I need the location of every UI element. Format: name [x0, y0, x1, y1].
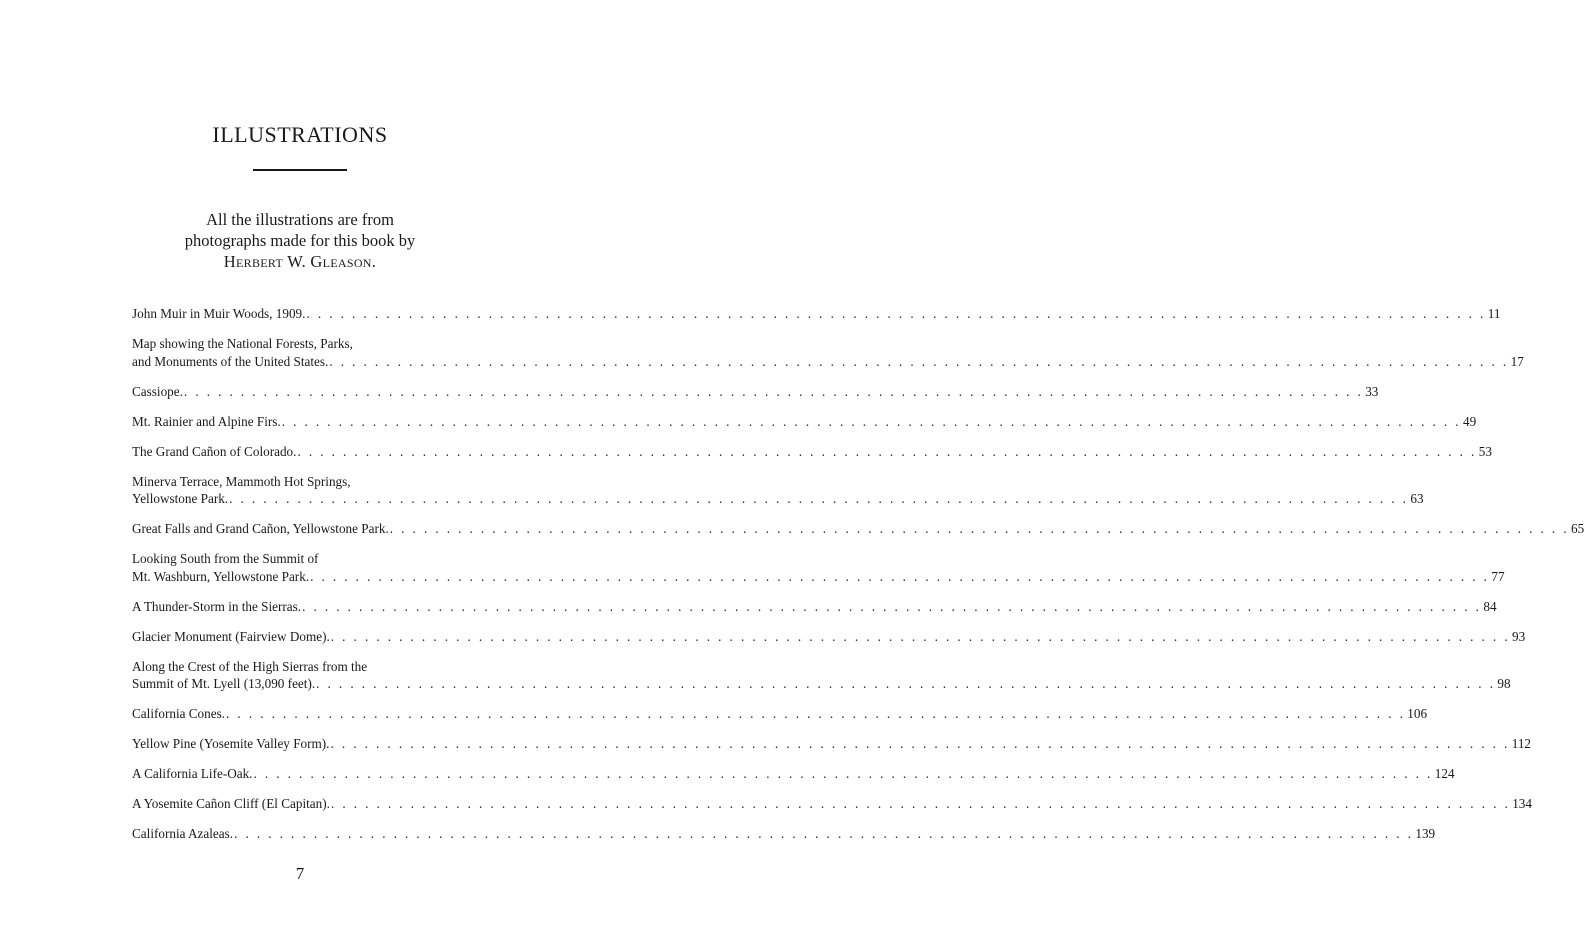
illustration-entry: [132, 705, 1428, 723]
illustration-caption-final-line: [132, 675, 1511, 693]
illustration-page-number: 124: [1434, 766, 1455, 781]
illustration-caption-line: A Yosemite Cañon Cliff (El Capitan).: [132, 796, 330, 811]
illustration-caption-line: Mt. Rainier and Alpine Firs.: [132, 413, 281, 429]
illustration-caption-final-line: [132, 413, 1477, 431]
illustration-caption-final-line: [132, 520, 1584, 538]
illustration-list: [132, 305, 1584, 855]
illustration-page-number: 53: [1478, 443, 1492, 459]
illustration-entry: [132, 520, 1584, 538]
dot-leader: . . . . . . . . . . . . . . . . . . . . . . . . . . . . . . . . . . . . . . . . . . . . . . . . . . . . . . . . . . . . . . . . . . . . . . . . . . . . . . . . . . . . . . . . . . . . . . . . . . . . . . . .: [302, 598, 1482, 614]
illustration-page-number: 63: [1410, 491, 1424, 506]
illustration-caption-final-line: [132, 825, 1436, 843]
illustration-page-number: 84: [1483, 598, 1497, 614]
illustration-entry: [132, 825, 1436, 843]
illustration-page-number: 106: [1407, 706, 1428, 721]
illustration-page-number: 93: [1512, 628, 1526, 644]
illustration-page-number: 17: [1510, 353, 1524, 369]
dot-leader: . . . . . . . . . . . . . . . . . . . . . . . . . . . . . . . . . . . . . . . . . . . . . . . . . . . . . . . . . . . . . . . . . . . . . . . . . . . . . . . . . . . . . . . . . . . . . . . . . . . . . . . .: [389, 521, 1570, 536]
dot-leader: . . . . . . . . . . . . . . . . . . . . . . . . . . . . . . . . . . . . . . . . . . . . . . . . . . . . . . . . . . . . . . . . . . . . . . . . . . . . . . . . . . . . . . . . . . . . . . . . . . . . . . . .: [330, 796, 1511, 811]
illustration-caption-line: California Azaleas.: [132, 826, 234, 841]
illustration-caption-line: Glacier Monument (Fairview Dome).: [132, 628, 330, 644]
intro-line: photographs made for this book by: [184, 231, 416, 250]
illustration-entry: [132, 765, 1455, 783]
dot-leader: . . . . . . . . . . . . . . . . . . . . . . . . . . . . . . . . . . . . . . . . . . . . . . . . . . . . . . . . . . . . . . . . . . . . . . . . . . . . . . . . . . . . . . . . . . . . . . . . . . . . . . . .: [310, 568, 1490, 584]
illustration-caption-final-line: [132, 705, 1428, 723]
illustration-caption-line: Great Falls and Grand Cañon, Yellowstone Park.: [132, 521, 389, 536]
illustration-page-number: 139: [1415, 826, 1436, 841]
illustration-caption-final-line: [132, 305, 1501, 323]
illustration-caption-final-line: [132, 490, 1424, 508]
illustration-entry: [132, 413, 1477, 431]
illustration-page-number: 33: [1365, 383, 1379, 399]
illustration-caption-final-line: [132, 568, 1505, 586]
page-title: ILLUSTRATIONS: [212, 122, 388, 147]
dot-leader: . . . . . . . . . . . . . . . . . . . . . . . . . . . . . . . . . . . . . . . . . . . . . . . . . . . . . . . . . . . . . . . . . . . . . . . . . . . . . . . . . . . . . . . . . . . . . . . . . . . . . . . .: [306, 306, 1486, 321]
illustration-caption-line: Yellowstone Park.: [132, 491, 229, 506]
illustration-page-number: 11: [1487, 306, 1501, 321]
illustration-caption-line: A California Life-Oak.: [132, 766, 253, 781]
illustration-caption-line: A Thunder-Storm in the Sierras.: [132, 598, 302, 614]
illustration-caption-line: Map showing the National Forests, Parks,: [132, 336, 353, 351]
dot-leader: . . . . . . . . . . . . . . . . . . . . . . . . . . . . . . . . . . . . . . . . . . . . . . . . . . . . . . . . . . . . . . . . . . . . . . . . . . . . . . . . . . . . . . . . . . . . . . . . . . . . . . . .: [281, 413, 1461, 429]
illustration-entry: [132, 305, 1501, 323]
illustration-entry: [132, 335, 1524, 370]
illustration-caption-line: The Grand Cañon of Colorado.: [132, 443, 297, 459]
illustration-page-number: 134: [1512, 796, 1532, 811]
illustration-entry: [132, 473, 1424, 508]
illustration-entry: [132, 735, 1532, 753]
illustration-page-number: 112: [1511, 736, 1532, 751]
illustration-caption-final-line: [132, 765, 1455, 783]
illustration-entry: [132, 628, 1526, 646]
dot-leader: . . . . . . . . . . . . . . . . . . . . . . . . . . . . . . . . . . . . . . . . . . . . . . . . . . . . . . . . . . . . . . . . . . . . . . . . . . . . . . . . . . . . . . . . . . . . . . . . . . . . . . . .: [330, 628, 1511, 644]
illustration-entry: [132, 550, 1505, 585]
illustration-caption-line: Yellow Pine (Yosemite Valley Form).: [132, 736, 330, 751]
illustration-caption-line: Minerva Terrace, Mammoth Hot Springs,: [132, 473, 351, 489]
intro-note: [0, 209, 600, 272]
dot-leader: . . . . . . . . . . . . . . . . . . . . . . . . . . . . . . . . . . . . . . . . . . . . . . . . . . . . . . . . . . . . . . . . . . . . . . . . . . . . . . . . . . . . . . . . . . . . . . . . . . . . . . . .: [229, 491, 1409, 506]
dot-leader: . . . . . . . . . . . . . . . . . . . . . . . . . . . . . . . . . . . . . . . . . . . . . . . . . . . . . . . . . . . . . . . . . . . . . . . . . . . . . . . . . . . . . . . . . . . . . . . . . . . . . . . .: [329, 353, 1509, 369]
illustration-caption-line: Cassiope.: [132, 383, 183, 399]
illustration-caption-line: Looking South from the Summit of: [132, 551, 319, 566]
illustration-entry: [132, 598, 1497, 616]
illustration-caption-final-line: [132, 443, 1492, 461]
illustration-page-number: 98: [1497, 676, 1511, 691]
illustration-page-number: 77: [1491, 568, 1505, 584]
intro-line: All the illustrations are from: [206, 210, 394, 229]
dot-leader: . . . . . . . . . . . . . . . . . . . . . . . . . . . . . . . . . . . . . . . . . . . . . . . . . . . . . . . . . . . . . . . . . . . . . . . . . . . . . . . . . . . . . . . . . . . . . . . . . . . . . . . .: [297, 443, 1477, 459]
illustration-caption-final-line: [132, 383, 1379, 401]
illustration-entry: [132, 658, 1511, 693]
illustration-caption-line: California Cones.: [132, 706, 226, 721]
illustration-caption-line: and Monuments of the United States.: [132, 353, 329, 369]
dot-leader: . . . . . . . . . . . . . . . . . . . . . . . . . . . . . . . . . . . . . . . . . . . . . . . . . . . . . . . . . . . . . . . . . . . . . . . . . . . . . . . . . . . . . . . . . . . . . . . . . . . . . . . .: [330, 736, 1510, 751]
illustration-entry: [132, 443, 1492, 461]
photographer-credit: Herbert W. Gleason.: [223, 252, 377, 271]
illustration-entry: [132, 383, 1379, 401]
dot-leader: . . . . . . . . . . . . . . . . . . . . . . . . . . . . . . . . . . . . . . . . . . . . . . . . . . . . . . . . . . . . . . . . . . . . . . . . . . . . . . . . . . . . . . . . . . . . . . . . . . . . . . . .: [226, 706, 1406, 721]
title-divider: [253, 169, 347, 171]
illustration-caption-final-line: [132, 598, 1497, 616]
illustration-entry: [132, 795, 1532, 813]
illustration-caption-line: Summit of Mt. Lyell (13,090 feet).: [132, 676, 316, 691]
dot-leader: . . . . . . . . . . . . . . . . . . . . . . . . . . . . . . . . . . . . . . . . . . . . . . . . . . . . . . . . . . . . . . . . . . . . . . . . . . . . . . . . . . . . . . . . . . . . . . . . . . . . . . . .: [316, 676, 1496, 691]
illustration-caption-line: John Muir in Muir Woods, 1909.: [132, 306, 306, 321]
illustration-page-number: 65: [1571, 521, 1584, 536]
dot-leader: . . . . . . . . . . . . . . . . . . . . . . . . . . . . . . . . . . . . . . . . . . . . . . . . . . . . . . . . . . . . . . . . . . . . . . . . . . . . . . . . . . . . . . . . . . . . . . . . . . . . . . . .: [234, 826, 1414, 841]
illustration-caption-final-line: [132, 735, 1532, 753]
illustration-caption-final-line: [132, 795, 1532, 813]
illustration-caption-line: Mt. Washburn, Yellowstone Park.: [132, 568, 310, 584]
illustration-caption-final-line: [132, 628, 1526, 646]
dot-leader: . . . . . . . . . . . . . . . . . . . . . . . . . . . . . . . . . . . . . . . . . . . . . . . . . . . . . . . . . . . . . . . . . . . . . . . . . . . . . . . . . . . . . . . . . . . . . . . . . . . . . . . .: [183, 383, 1364, 399]
illustration-page-number: 49: [1462, 413, 1477, 429]
dot-leader: . . . . . . . . . . . . . . . . . . . . . . . . . . . . . . . . . . . . . . . . . . . . . . . . . . . . . . . . . . . . . . . . . . . . . . . . . . . . . . . . . . . . . . . . . . . . . . . . . . . . . . . .: [253, 766, 1433, 781]
page-number: 7: [295, 864, 305, 883]
illustration-caption-line: Along the Crest of the High Sierras from the: [132, 658, 368, 674]
illustration-caption-final-line: [132, 353, 1524, 371]
